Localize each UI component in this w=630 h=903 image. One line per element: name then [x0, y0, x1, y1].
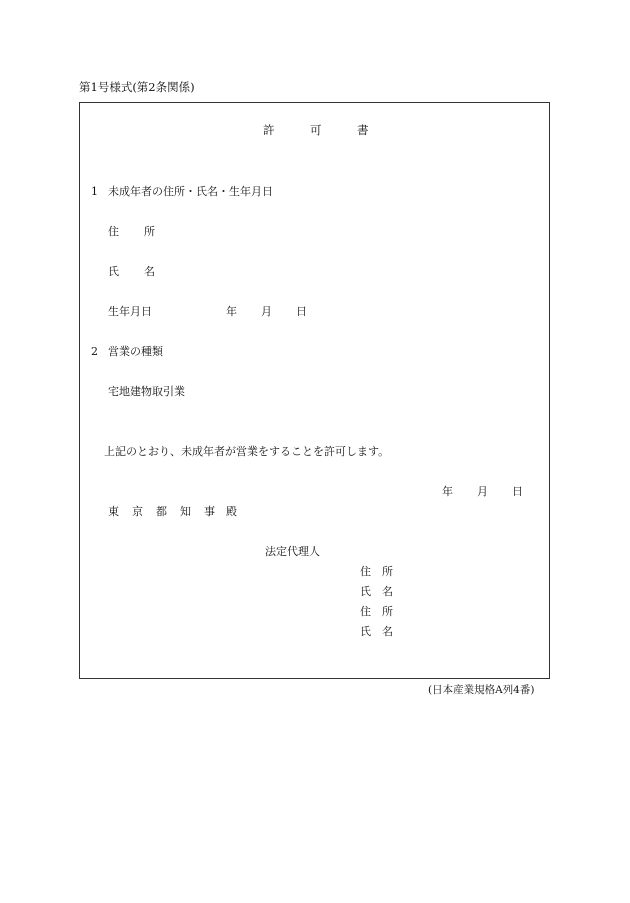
document-title-char-1: 許 [263, 123, 275, 137]
minor-address-label-char-1: 住 [108, 225, 119, 238]
addressee-char-3: 都 [156, 505, 167, 518]
legal-representative-label: 法定代理人 [265, 545, 320, 558]
birthdate-month-unit: 月 [261, 305, 272, 318]
issue-date-year-unit: 年 [442, 485, 453, 498]
paper-size-note: (日本産業規格A列4番) [428, 684, 535, 696]
section2-number: 2 [91, 345, 98, 358]
rep2-name-char-2: 名 [382, 625, 393, 638]
business-type: 宅地建物取引業 [108, 385, 185, 398]
addressee-char-4: 知 [180, 505, 191, 518]
addressee-char-2: 京 [132, 505, 143, 518]
issue-date-month-unit: 月 [477, 485, 488, 498]
section2-heading: 営業の種類 [108, 345, 163, 358]
addressee-char-5: 事 [204, 505, 215, 518]
birthdate-day-unit: 日 [296, 305, 307, 318]
rep2-address-char-1: 住 [360, 605, 371, 618]
permission-statement: 上記のとおり、未成年者が営業をすることを許可します。 [104, 445, 390, 458]
minor-name-label-char-1: 氏 [108, 265, 119, 278]
minor-birthdate-label: 生年月日 [108, 305, 152, 318]
document-title-char-2: 可 [310, 123, 322, 137]
section1-number: 1 [91, 185, 98, 198]
section1-heading: 未成年者の住所・氏名・生年月日 [108, 185, 273, 198]
document-title-char-3: 書 [357, 123, 369, 137]
rep1-address-char-2: 所 [382, 565, 393, 578]
rep1-name-char-2: 名 [382, 585, 393, 598]
rep2-name-char-1: 氏 [360, 625, 371, 638]
birthdate-year-unit: 年 [226, 305, 237, 318]
rep1-name-char-1: 氏 [360, 585, 371, 598]
minor-address-label-char-2: 所 [144, 225, 155, 238]
issue-date-day-unit: 日 [512, 485, 523, 498]
form-number: 第1号様式(第2条関係) [79, 80, 195, 94]
rep1-address-char-1: 住 [360, 565, 371, 578]
rep2-address-char-2: 所 [382, 605, 393, 618]
addressee-char-1: 東 [108, 505, 119, 518]
addressee-honorific: 殿 [226, 505, 237, 518]
minor-name-label-char-2: 名 [144, 265, 155, 278]
